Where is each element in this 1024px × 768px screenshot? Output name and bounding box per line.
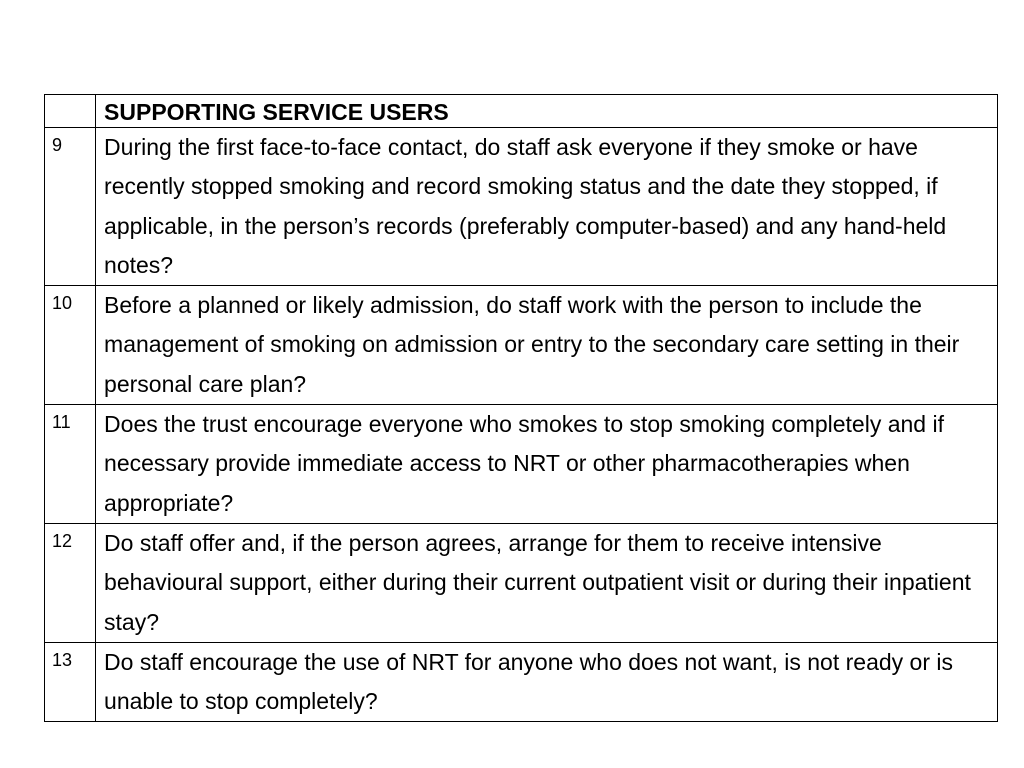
table-row bbox=[45, 128, 998, 286]
row-number: 13 bbox=[45, 642, 96, 722]
row-number: 9 bbox=[45, 128, 96, 286]
row-question: During the first face-to-face contact, do staff ask everyone if they smoke or have recently stopped smoking and record smoking status and the date they stopped, if applicable, in the person’s records (preferably computer-based) and any hand-held notes? bbox=[96, 128, 998, 286]
row-question: Do staff offer and, if the person agrees, arrange for them to receive intensive behavioural support, either during their current outpatient visit or during their inpatient stay? bbox=[96, 523, 998, 642]
row-question: Does the trust encourage everyone who smokes to stop smoking completely and if necessary provide immediate access to NRT or other pharmacotherapies when appropriate? bbox=[96, 405, 998, 524]
row-question: Before a planned or likely admission, do staff work with the person to include the management of smoking on admission or entry to the secondary care setting in their personal care plan? bbox=[96, 286, 998, 405]
section-title: SUPPORTING SERVICE USERS bbox=[96, 95, 998, 128]
header-number-cell bbox=[45, 95, 96, 128]
table-header-row bbox=[45, 95, 998, 128]
row-number: 12 bbox=[45, 523, 96, 642]
row-question: Do staff encourage the use of NRT for anyone who does not want, is not ready or is unable to stop completely? bbox=[96, 642, 998, 722]
row-number: 11 bbox=[45, 405, 96, 524]
table-row bbox=[45, 523, 998, 642]
table-row bbox=[45, 642, 998, 722]
table-row bbox=[45, 405, 998, 524]
row-number: 10 bbox=[45, 286, 96, 405]
table-row bbox=[45, 286, 998, 405]
checklist-table bbox=[44, 94, 998, 722]
